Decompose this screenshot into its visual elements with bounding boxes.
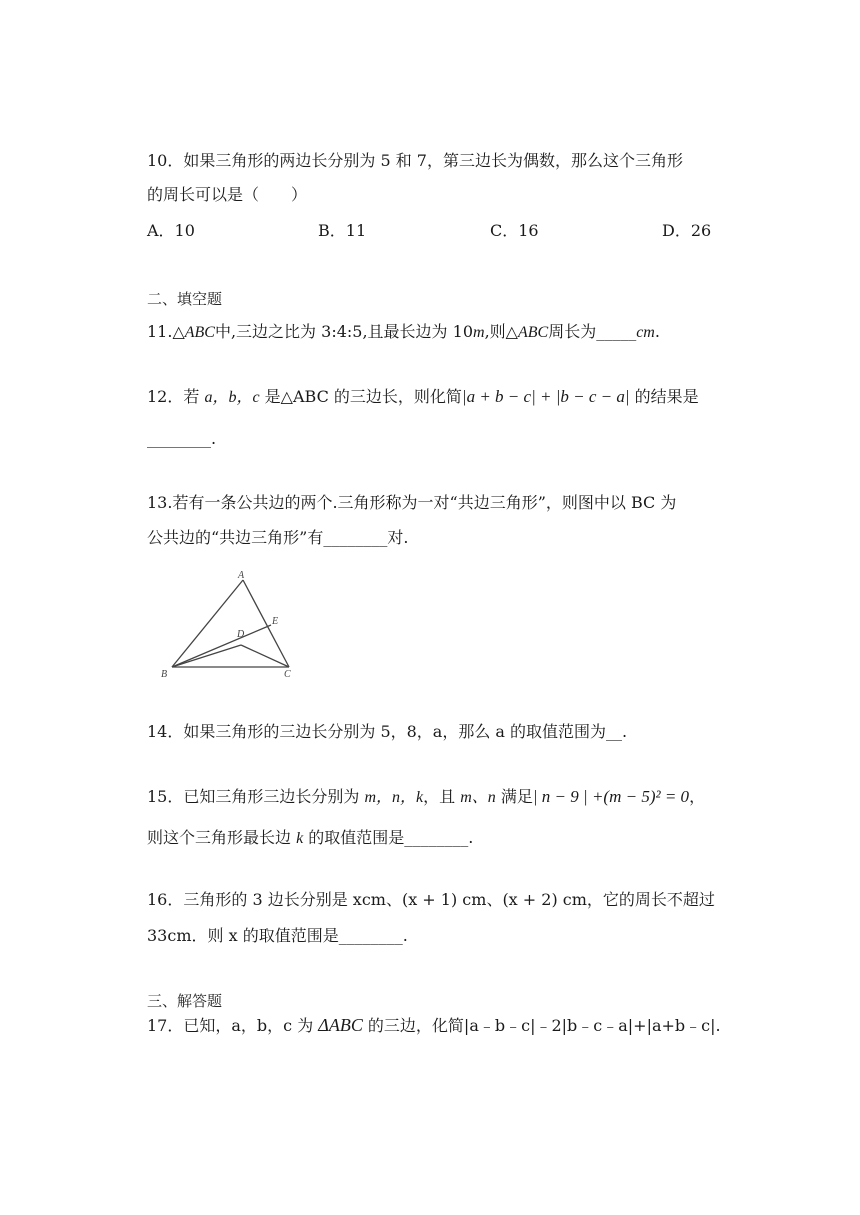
q12-line1 <box>147 386 699 409</box>
q10-option-d: D．26 <box>662 221 712 240</box>
q17-pre: 17．已知，a，b，c 为 <box>147 1016 319 1035</box>
q15-line2-post: 的取值范围是________. <box>303 828 474 847</box>
q10-option-c: C．16 <box>490 221 539 240</box>
q11-m: m <box>473 324 485 341</box>
q17-triangle: ΔABC <box>318 1015 363 1035</box>
q15-end: ， <box>689 787 706 806</box>
label-b: B <box>161 669 168 680</box>
q11-line <box>147 321 660 344</box>
section-fill-in-heading: 二、填空题 <box>147 290 223 308</box>
q17-line <box>147 1014 721 1037</box>
label-c: C <box>284 669 291 680</box>
q12-line2: ________. <box>147 429 217 448</box>
q12-vars: a，b，c <box>204 389 260 406</box>
q14-line: 14．如果三角形的三边长分别为 5，8，a，那么 a 的取值范围为__. <box>147 722 628 741</box>
q15-k: k <box>296 830 304 847</box>
label-d: D <box>237 629 245 640</box>
q12-mid: 是△ABC 的三边长，则化简 <box>259 387 462 406</box>
q15-vars2: m、n <box>460 789 496 806</box>
triangle-figure <box>155 565 305 683</box>
q11-end: . <box>654 322 660 341</box>
q17-post: 的三边，化简|a﹣b﹣c|﹣2|b﹣c﹣a|+|a+b﹣c|. <box>362 1016 721 1035</box>
q15-vars: m，n，k <box>364 789 424 806</box>
q13-line2: 公共边的“共边三角形”有________对. <box>147 528 409 547</box>
q10-line1: 10．如果三角形的两边长分别为 5 和 7，第三边长为偶数，那么这个三角形 <box>147 151 683 170</box>
q15-pre: 15．已知三角形三边长分别为 <box>147 787 365 806</box>
q12-expression: |a + b − c| + |b − c − a| <box>461 387 630 406</box>
q15-line2 <box>147 827 473 850</box>
q11-abc: ABC <box>184 324 215 341</box>
q11-post: 周长为_____ <box>548 322 637 341</box>
q11-mid2: ,则△ <box>484 322 518 341</box>
q15-expression: | n − 9 | +(m − 5)² = 0 <box>532 787 690 806</box>
q16-line2: 33cm．则 x 的取值范围是________. <box>147 926 408 945</box>
q10-line2: 的周长可以是（ ） <box>147 185 308 204</box>
label-a: A <box>238 570 245 581</box>
q12-post: 的结果是 <box>629 387 699 406</box>
q15-mid: ，且 <box>423 787 461 806</box>
q15-mid2: 满足 <box>495 787 533 806</box>
q11-pre: 11.△ <box>147 322 185 341</box>
q10-option-b: B．11 <box>318 221 367 240</box>
q15-line2-pre: 则这个三角形最长边 <box>147 828 297 847</box>
label-e: E <box>272 616 279 627</box>
q16-line1: 16．三角形的 3 边长分别是 xcm、(x + 1) cm、(x + 2) cm，它的周长不超过 <box>147 890 715 909</box>
q11-abc2: ABC <box>517 324 549 341</box>
q10-option-a: A．10 <box>147 221 195 240</box>
q11-unit: cm <box>636 324 655 341</box>
q15-line1 <box>147 786 705 809</box>
q11-mid: 中,三边之比为 3:4:5,且最长边为 10 <box>214 322 473 341</box>
section-answer-heading: 三、解答题 <box>147 992 223 1010</box>
q12-pre: 12．若 <box>147 387 205 406</box>
q13-line1: 13.若有一条公共边的两个.三角形称为一对“共边三角形”，则图中以 BC 为 <box>147 493 677 512</box>
